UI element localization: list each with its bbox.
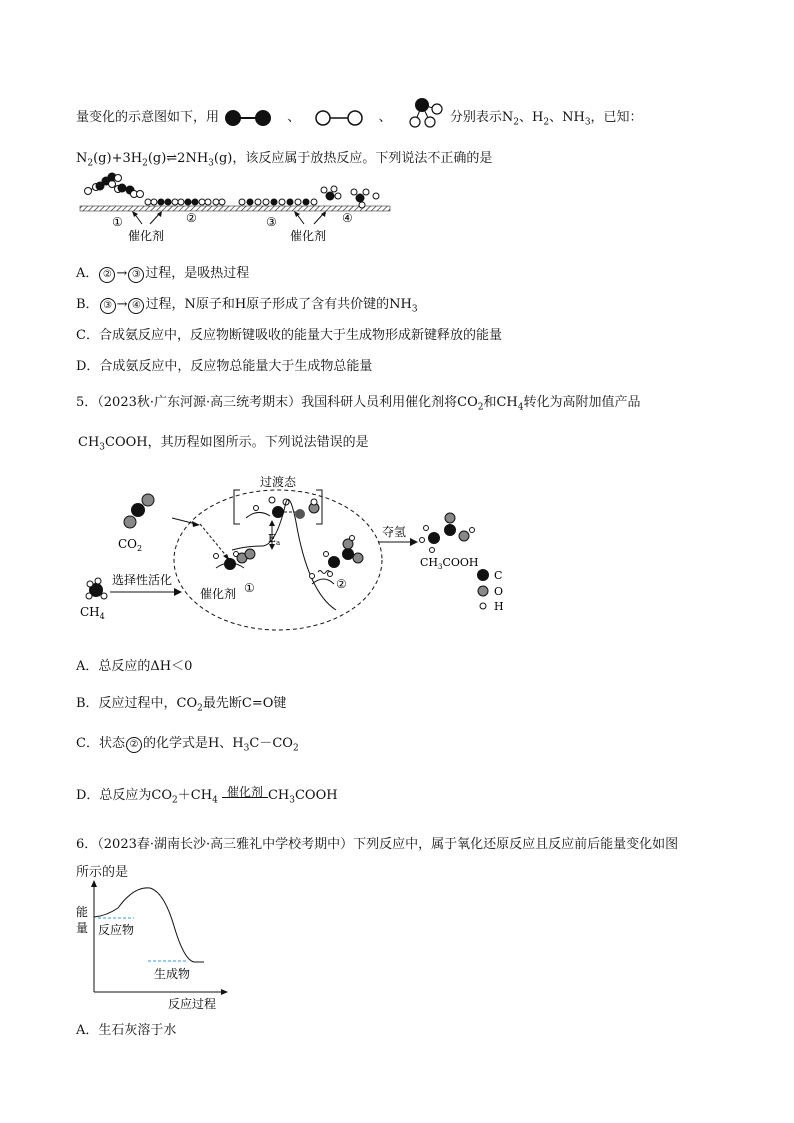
- q5-mechanism-figure: [76, 462, 516, 634]
- stage2-molecules: [145, 199, 225, 206]
- stage-label-4: ④: [342, 211, 353, 225]
- select-activation-label: 选择性活化: [112, 573, 173, 587]
- q4-equation-line: $N_2(g)+3H_2(g)\rightleftharpoons 2NH_3(g)$，该反应属于放热反应。下列说法不正确的是: [76, 151, 493, 169]
- nh3-molecule-icon: [406, 97, 446, 129]
- q6-option-a: A．生石灰溶于水: [76, 1023, 177, 1038]
- co2-molecule: [124, 494, 154, 528]
- stage-label-3: ③: [266, 215, 277, 229]
- transition-label: 过渡态: [260, 475, 297, 489]
- stage-label-2: ②: [186, 211, 197, 225]
- q5-option-b: B．反应过程中，$CO_2$最先断C=O键: [76, 696, 287, 714]
- q6-stem-line1: 6．（2023春·湖南长沙·高三雅礼中学校考期中）下列反应中，属于氧化还原反应且反应前后能量变化如图: [76, 837, 679, 852]
- x-label: 反应过程: [168, 997, 217, 1011]
- q6-stem-line2: 所示的是: [76, 865, 129, 880]
- q4-option-a: A． ② → ③ 过程，是吸热过程: [76, 266, 250, 281]
- y-label-1: 能: [76, 905, 89, 919]
- reactant-label: 反应物: [98, 923, 135, 937]
- q5-stem-line1: 5．（2023秋·广东河源·高三统考期末）我国科研人员利用催化剂将$CO_2$和$CH_4$转化为高附加值产品: [76, 395, 641, 413]
- q5-stem-line2: $CH_3COOH$，其历程如图所示。下列说法错误的是: [78, 435, 369, 453]
- ch3cooh-molecule: [420, 513, 475, 553]
- state-label-2: ②: [336, 577, 347, 591]
- q5-option-a: A．总反应的ΔH＜0: [76, 659, 193, 674]
- stage3-atoms: [239, 199, 317, 206]
- q4-option-b: B． ③ → ④ 过程，N原子和H原子形成了含有共价键的$NH_3$: [76, 297, 418, 315]
- dehydro-label: 夺氢: [382, 525, 407, 539]
- q5-option-c: C．状态 ② 的化学式是H、$H_3C-CO_2$: [76, 736, 299, 754]
- catalyst-label-2: 催化剂: [290, 229, 327, 243]
- legend-h: H: [494, 600, 504, 613]
- y-label-2: 量: [76, 921, 89, 935]
- ch4-molecule: [86, 578, 107, 599]
- q4-option-d: D．合成氨反应中，反应物总能量大于生成物总能量: [76, 359, 373, 374]
- product-label: 生成物: [154, 967, 191, 981]
- catalyst-label: 催化剂: [200, 587, 237, 601]
- n2-molecule-icon: [223, 109, 273, 127]
- stage-label-1: ①: [112, 215, 123, 229]
- stage1-molecules: [85, 173, 144, 198]
- h2-molecule-icon: [314, 109, 364, 127]
- catalyst-label-1: 催化剂: [128, 229, 165, 243]
- stage4-nh3: [321, 186, 379, 208]
- q4-catalyst-figure: [76, 172, 396, 248]
- state2-molecule: [324, 536, 364, 569]
- q6-energy-diagram: [76, 880, 236, 1018]
- product-label: $CH_3COOH$: [420, 556, 479, 571]
- state-label-1: ①: [244, 581, 255, 595]
- ch4-label: $CH_4$: [80, 605, 105, 621]
- q5-option-d: D．总反应为$CO_2+CH_4$ 催化剂 $CH_3COOH$: [76, 785, 338, 806]
- co2-label: $CO_2$: [118, 537, 143, 553]
- q4-intro-line: 量变化的示意图如下，用 、 、 分别表示$N_2$、$H_2$、$NH_3$，已知：: [76, 97, 643, 129]
- legend-c: C: [494, 569, 503, 582]
- ea-label: $E_a$: [268, 532, 281, 547]
- q4-option-c: C．合成氨反应中，反应物断键吸收的能量大于生成物形成新键释放的能量: [76, 328, 502, 343]
- legend-o: O: [494, 585, 504, 598]
